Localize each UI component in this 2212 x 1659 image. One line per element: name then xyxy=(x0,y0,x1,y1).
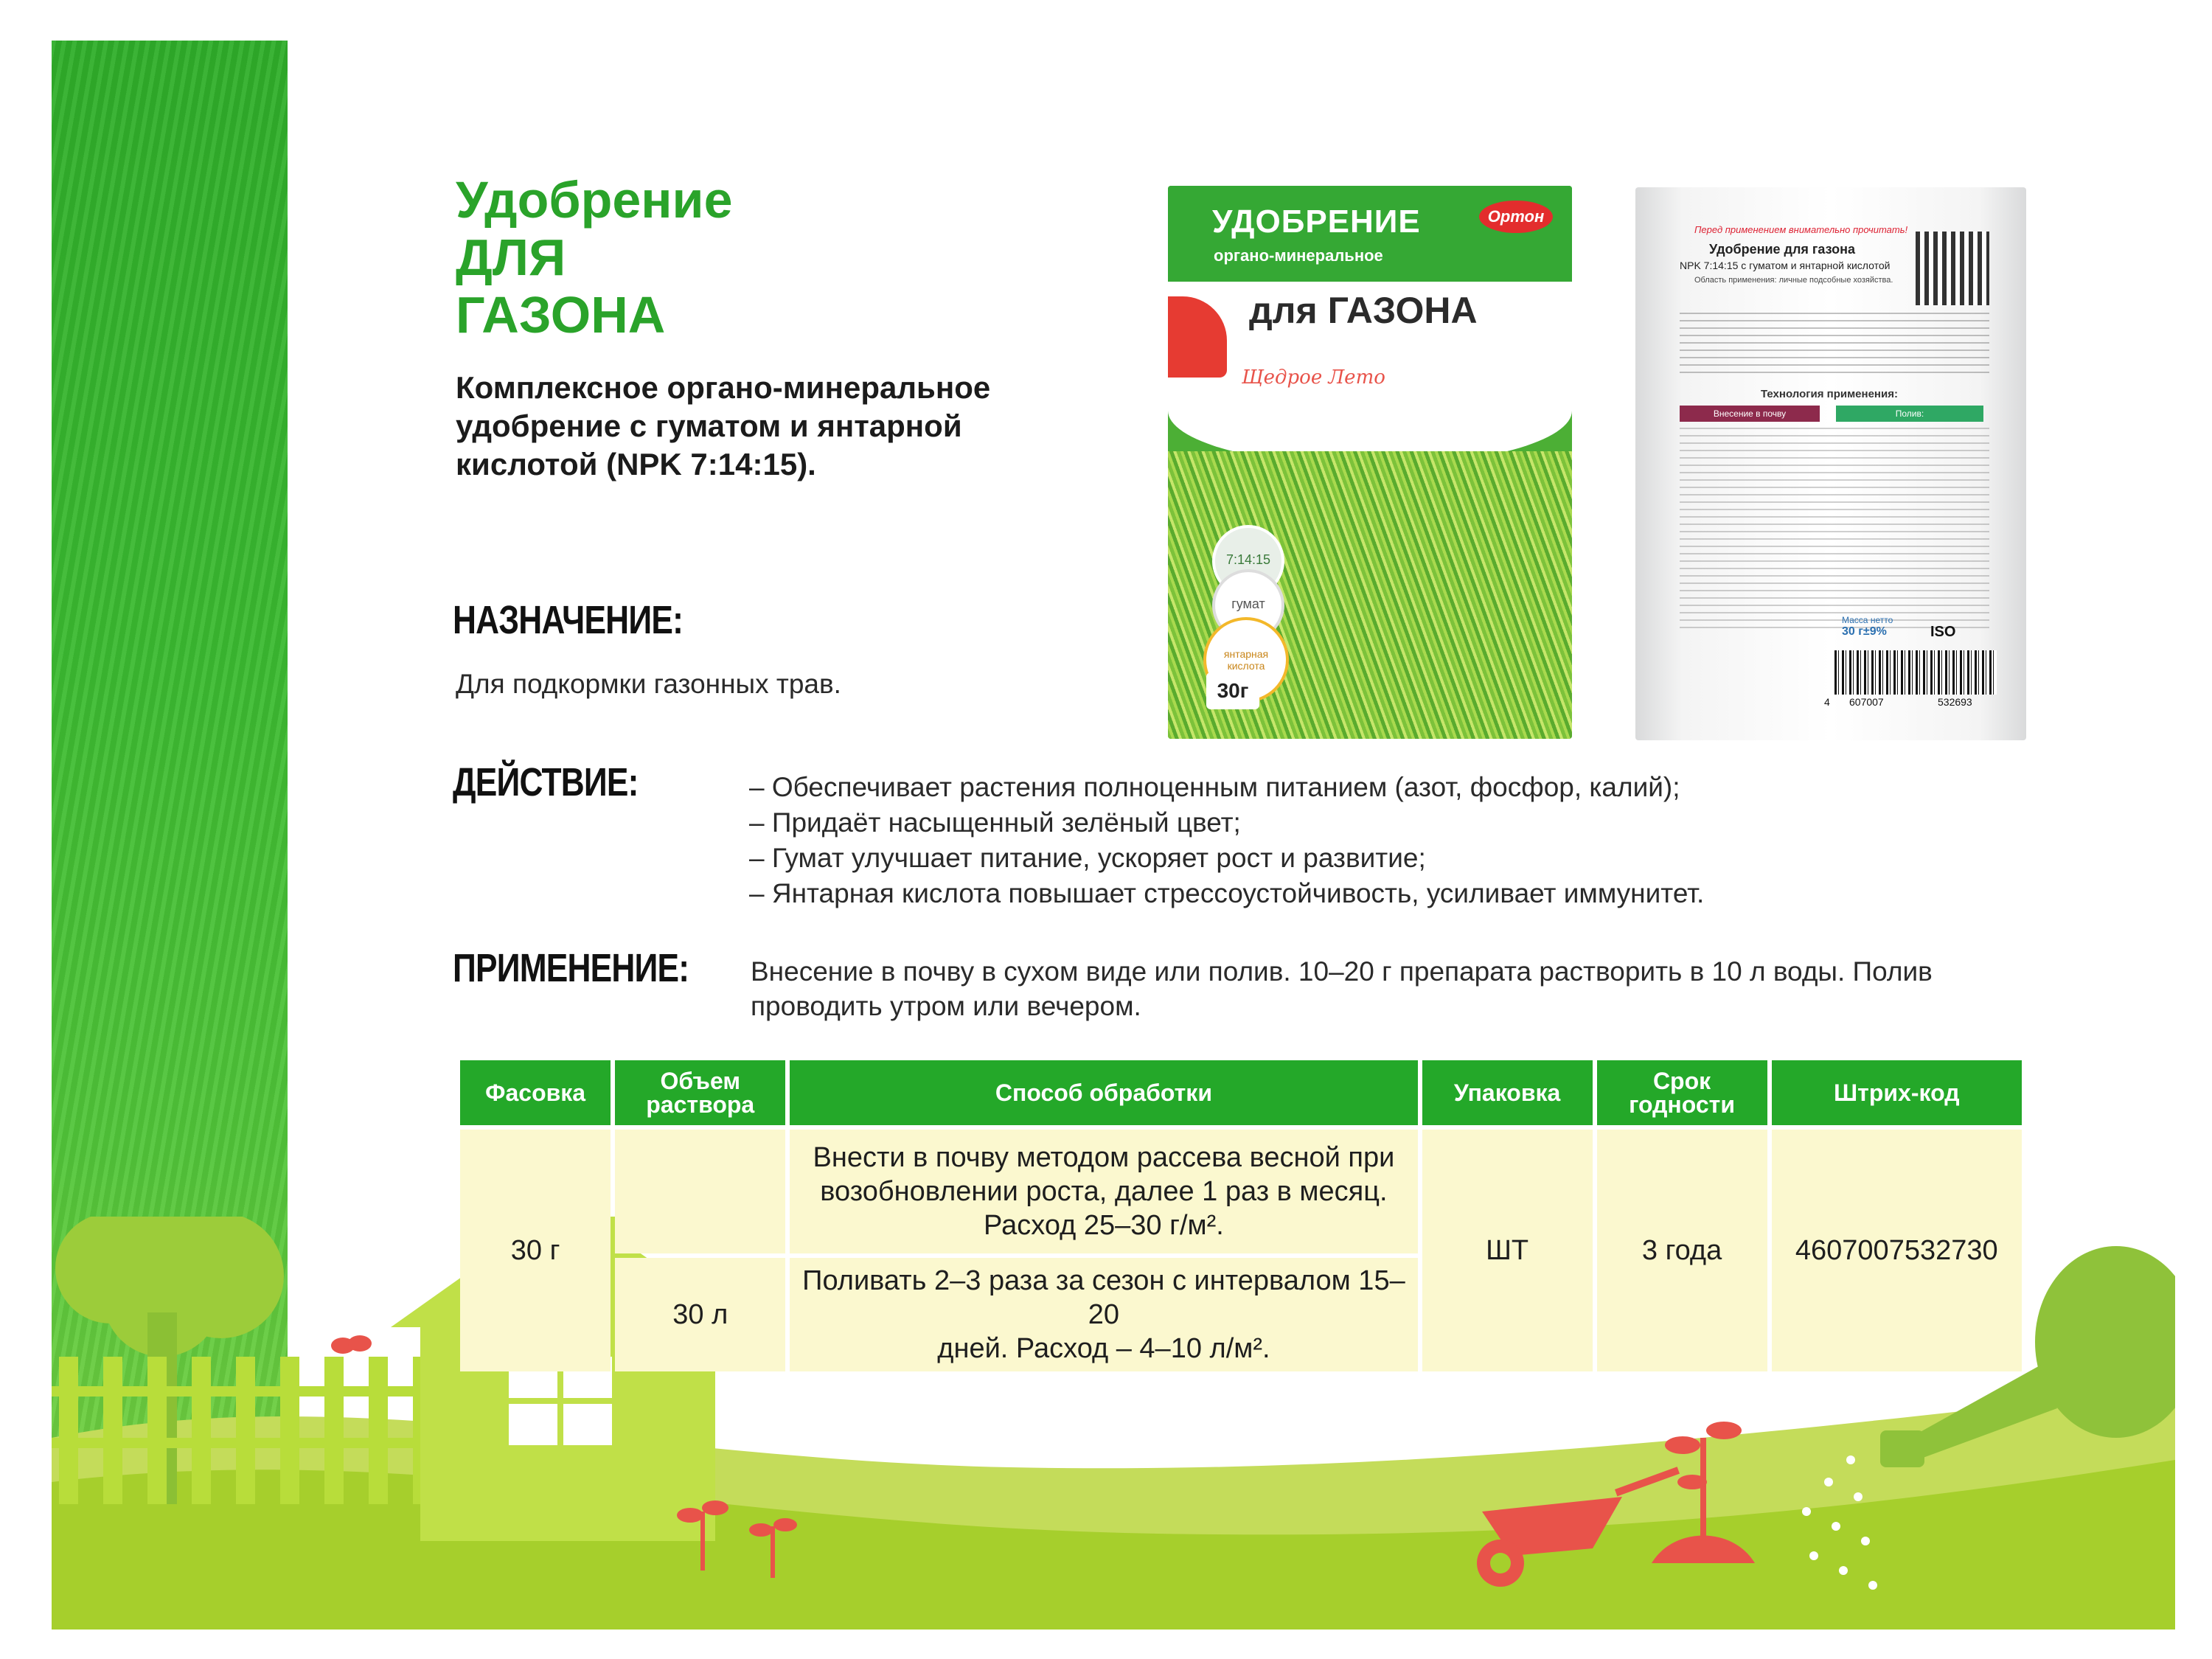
mass-value: 30 г±9% xyxy=(1842,625,1887,638)
subtitle-line: удобрение с гуматом и янтарной xyxy=(456,408,962,443)
subtitle-line: кислотой (NPK 7:14:15). xyxy=(456,447,816,481)
cell-barcode: 4607007532730 xyxy=(1772,1130,2022,1371)
npk-badge: 7:14:15 xyxy=(1212,525,1284,597)
brand-logo: Ортон xyxy=(1479,201,1553,233)
cell-volume xyxy=(615,1130,785,1253)
cell-method: Внести в почву методом рассева весной при возобновлении роста, далее 1 раз в месяц. Расход 25–30 г/м². xyxy=(790,1130,1417,1253)
header-method: Способ обработки xyxy=(790,1060,1417,1125)
subtitle-line: Комплексное органо-минеральное xyxy=(456,370,991,405)
purpose-heading: НАЗНАЧЕНИЕ: xyxy=(453,598,683,642)
purpose-text: Для подкормки газонных трав. xyxy=(456,669,841,699)
title-line: ГАЗОНА xyxy=(456,286,666,344)
list-item: – Придаёт насыщенный зелёный цвет; xyxy=(749,807,1241,838)
header-unit: Упаковка xyxy=(1422,1060,1593,1125)
package-back xyxy=(1635,187,2026,740)
weight-badge: 30г xyxy=(1206,672,1259,709)
list-item: – Янтарная кислота повышает стрессоустойчивость, усиливает иммунитет. xyxy=(749,878,1705,908)
package-back-scope: Область применения: личные подсобные хозяйства. xyxy=(1694,276,1893,285)
tech-heading: Технология применения: xyxy=(1761,388,1898,400)
barcode-digit: 4 xyxy=(1824,696,1830,708)
title-line: Удобрение xyxy=(456,171,733,229)
package-warning: Перед применением внимательно прочитать! xyxy=(1694,224,1908,235)
table-row xyxy=(460,1130,2022,1253)
header-shelf-life: Срок годности xyxy=(1597,1060,1767,1125)
humate-badge: гумат xyxy=(1212,569,1284,641)
barcode-digit: 607007 xyxy=(1849,696,1884,708)
cell-method: Поливать 2–3 раза за сезон с интервалом 15–20 дней. Расход – 4–10 л/м². xyxy=(790,1258,1417,1371)
cell-shelf-life: 3 года xyxy=(1597,1130,1767,1371)
usage-text xyxy=(751,954,1933,1023)
script-text: Щедрое Лето xyxy=(1242,366,1385,389)
list-item: – Обеспечивает растения полноценным питанием (азот, фосфор, калий); xyxy=(749,772,1680,802)
fine-print xyxy=(1680,428,1989,634)
package-back-npk: NPK 7:14:15 с гуматом и янтарной кислотой xyxy=(1680,260,1891,271)
package-back-title: Удобрение для газона xyxy=(1709,242,1856,257)
list-item: – Гумат улучшает питание, ускоряет рост и развитие; xyxy=(749,843,1426,873)
action-heading: ДЕЙСТВИЕ: xyxy=(453,760,639,804)
barcode-icon xyxy=(1834,650,1997,695)
usage-line: Внесение в почву в сухом виде или полив. 10–20 г препарата растворить в 10 л воды. Полив xyxy=(751,956,1933,987)
package-product: для ГАЗОНА xyxy=(1249,290,1478,331)
col-soil-label: Внесение в почву xyxy=(1680,406,1820,422)
title-line: ДЛЯ xyxy=(456,229,566,286)
qr-code-icon xyxy=(1916,232,1989,305)
product-subtitle xyxy=(456,369,990,484)
usage-line: проводить утром или вечером. xyxy=(751,991,1141,1021)
butterfly-icon xyxy=(331,1335,372,1354)
header-volume: Объем раствора xyxy=(615,1060,785,1125)
header-packing: Фасовка xyxy=(460,1060,611,1125)
usage-heading: ПРИМЕНЕНИЕ: xyxy=(453,946,689,990)
iso-mark: ISO xyxy=(1930,624,1956,640)
mass-label: Масса нетто xyxy=(1842,615,1893,625)
cell-unit: ШТ xyxy=(1422,1130,1593,1371)
table-header-row xyxy=(460,1060,2022,1125)
barcode-digit: 532693 xyxy=(1938,696,1972,708)
action-list xyxy=(749,770,1704,911)
header-barcode: Штрих-код xyxy=(1772,1060,2022,1125)
cell-volume: 30 л xyxy=(615,1258,785,1371)
col-water-label: Полив: xyxy=(1836,406,1983,422)
acid-badge: янтарная кислота xyxy=(1203,617,1289,703)
package-front xyxy=(1168,186,1572,739)
spec-table xyxy=(456,1056,2026,1376)
product-title xyxy=(456,171,733,344)
fine-print xyxy=(1680,313,1989,379)
package-subtitle: органо-минеральное xyxy=(1214,246,1383,265)
package-title: УДОБРЕНИЕ xyxy=(1212,204,1421,240)
cell-packing: 30 г xyxy=(460,1130,611,1371)
